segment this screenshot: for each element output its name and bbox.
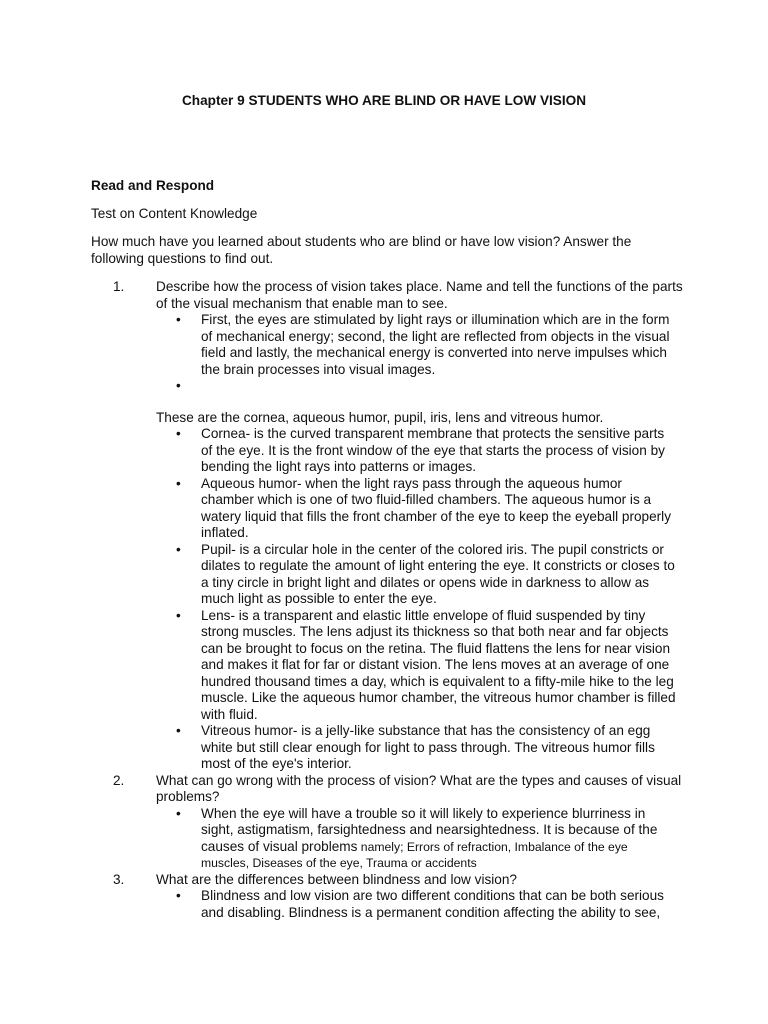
bullet-icon: •: [176, 805, 181, 821]
list-item: [156, 806, 676, 872]
question-number: 2.: [113, 772, 125, 788]
answer-bullets: [156, 312, 691, 395]
question-text: Describe how the process of vision takes place. Name and tell the functions of the parts of the visual mechanism that enable man to see.: [156, 279, 683, 311]
list-item-empty: [156, 378, 676, 395]
list-item: [156, 723, 676, 773]
sub-heading: Test on Content Knowledge: [91, 206, 258, 221]
list-item-text: First, the eyes are stimulated by light rays or illumination which are in the form of mechanical energy; second, the light are reflected from objects in the visual field and lastly, the mechanical energy is converted into nerve impulses which the brain processes into visual images.: [201, 312, 670, 377]
list-item-text: Cornea- is the curved transparent membrane that protects the sensitive parts of the eye. It is the front window of the eye that starts the process of vision by bending the light rays into patterns or images.: [201, 426, 665, 474]
eye-parts-bullets: [156, 426, 691, 773]
list-item: [156, 476, 676, 542]
question-3: [91, 872, 691, 922]
list-item: [156, 312, 676, 378]
list-item-text: Vitreous humor- is a jelly-like substance that has the consistency of an egg white but still clear enough for light to pass through. The vitreous humor fills most of the eye's interior.: [201, 723, 655, 771]
question-list: [91, 279, 691, 921]
list-item-text: Blindness and low vision are two different conditions that can be both serious and disabling. Blindness is a permanent condition affecting the ability to see,: [201, 888, 664, 920]
question-text: What are the differences between blindness and low vision?: [156, 871, 517, 887]
list-item-text: Lens- is a transparent and elastic little envelope of fluid suspended by tiny strong muscles. The lens adjust its thickness so that both near and far objects can be brought to focus on the retina. The fluid flattens the lens for near vision and makes it flat for far or distant vision. The lens moves at an average of one hundred thousand times a day, which is equivalent to a fifty-mile hike to the leg muscle. Like the aqueous humor chamber, the vitreous humor chamber is filled with fluid.: [201, 607, 676, 722]
intro-paragraph: How much have you learned about students who are blind or have low vision? Answer the following questions to find out.: [91, 234, 632, 266]
list-item-text-small: namely; Errors of refraction, Imbalance of the eye muscles, Diseases of the eye, Trauma or accidents: [201, 839, 628, 870]
chapter-title: Chapter 9 STUDENTS WHO ARE BLIND OR HAVE LOW VISION: [181, 93, 587, 108]
list-item: [156, 426, 676, 476]
question-number: 1.: [113, 279, 125, 294]
answer-bullets: [156, 806, 691, 872]
list-item: [156, 542, 676, 608]
parts-intro-paragraph: These are the cornea, aqueous humor, pupil, iris, lens and vitreous humor.: [156, 409, 604, 425]
question-1: [91, 279, 691, 395]
list-item-text: Aqueous humor- when the light rays pass through the aqueous humor chamber which is one of two fluid-filled chambers. The aqueous humor is a watery liquid that fills the front chamber of the eye to keep the eyeball properly inflated.: [201, 475, 671, 540]
bullet-icon: •: [176, 541, 181, 557]
list-item: [156, 888, 676, 921]
bullet-icon: •: [176, 475, 181, 491]
bullet-icon: •: [176, 723, 181, 738]
list-item-text: When the eye will have a trouble so it will likely to experience blurriness in sight, astigmatism, farsightedness and nearsightedness. It is because of the causes of visual problems: [201, 805, 658, 854]
question-text: What can go wrong with the process of vision? What are the types and causes of visual problems?: [156, 772, 682, 804]
bullet-icon: •: [176, 312, 181, 327]
answer-bullets: [156, 888, 691, 921]
bullet-icon: •: [176, 888, 181, 903]
eye-parts: [91, 426, 691, 773]
bullet-icon: •: [176, 426, 181, 441]
bullet-icon: •: [176, 607, 181, 623]
list-item-text: Pupil- is a circular hole in the center of the colored iris. The pupil constricts or dilates to regulate the amount of light entering the eye. It constricts or closes to a tiny circle in bright light and dilates or opens wide in darkness to allow as much light as possible to enter the eye.: [201, 541, 675, 606]
bullet-icon: •: [176, 378, 181, 393]
section-heading: Read and Respond: [91, 178, 215, 193]
question-number: 3.: [113, 871, 125, 887]
question-2: [91, 773, 691, 872]
list-item: [156, 608, 676, 724]
